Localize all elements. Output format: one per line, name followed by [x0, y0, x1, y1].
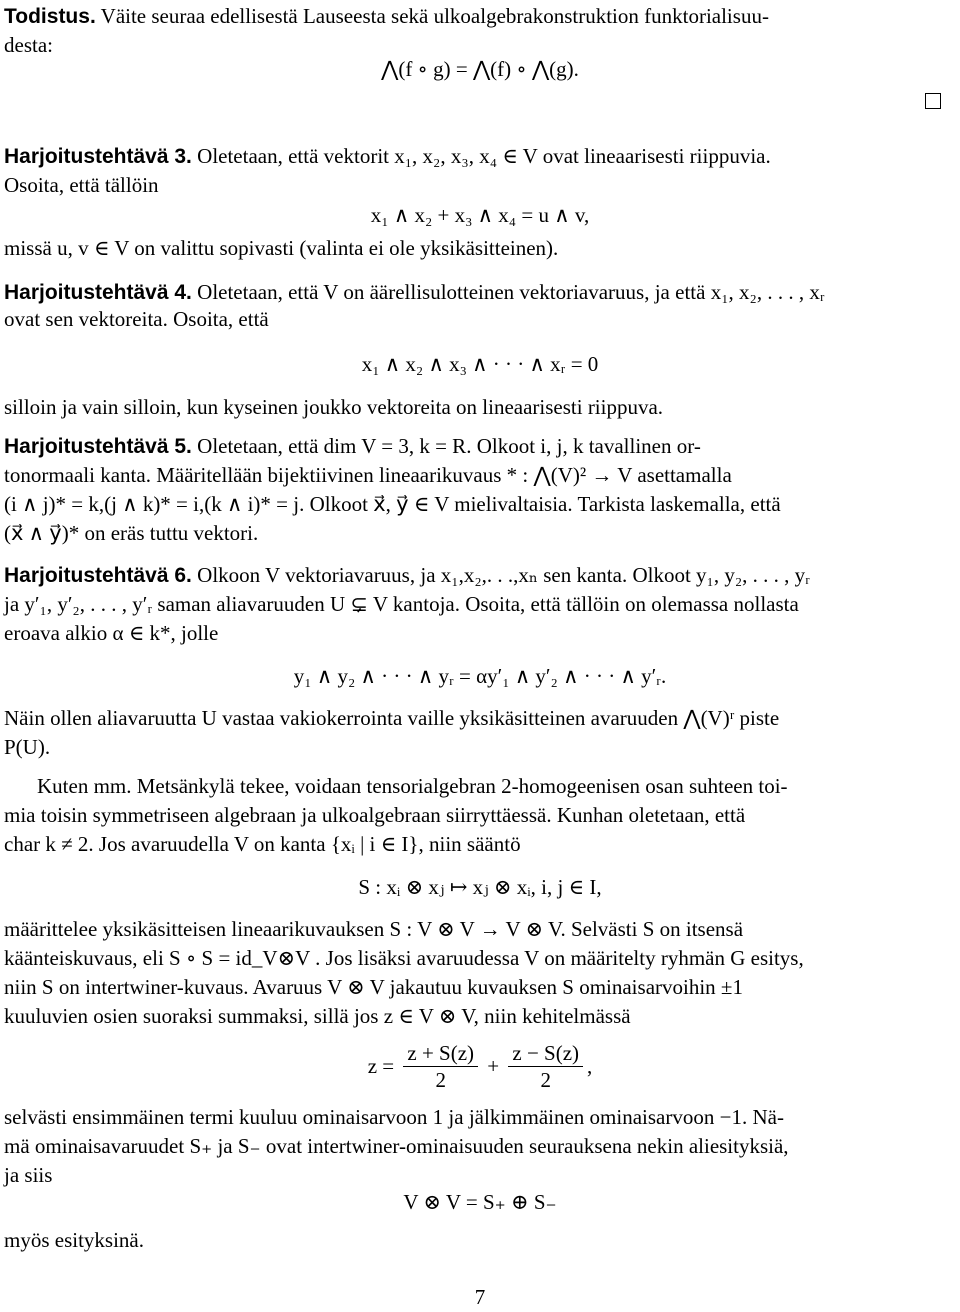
- exercise-3-line-1: [4, 142, 771, 171]
- exercise-5-line-1: [4, 432, 701, 461]
- remark-line-11: myös esityksinä.: [4, 1228, 144, 1252]
- remark-formula-3: V ⊗ V = S₊ ⊕ S₋: [403, 1190, 557, 1214]
- exercise-4-line-1: [4, 278, 825, 307]
- exercise-4-text-1: Oletetaan, että V on äärellisulotteinen vektoriavaruus, ja että x₁, x₂, . . . , xᵣ: [197, 280, 825, 304]
- page-number: 7: [474, 1285, 486, 1309]
- remark-formula-1: S : xᵢ ⊗ xⱼ ↦ xⱼ ⊗ xᵢ, i, j ∈ I,: [358, 875, 602, 899]
- exercise-4-line-2: ovat sen vektoreita. Osoita, että: [4, 307, 269, 331]
- exercise-4-line-3: silloin ja vain silloin, kun kyseinen joukko vektoreita on lineaarisesti riippuva.: [4, 395, 664, 419]
- remark-line-9: mä ominaisavaruudet S₊ ja S₋ ovat intertwiner-ominaisuuden seurauksena nekin aliesityksiä,: [4, 1134, 789, 1158]
- exercise-5-label: Harjoitustehtävä 5.: [4, 435, 192, 458]
- proof-line-2: desta:: [4, 33, 53, 57]
- fraction-1-numerator: z + S(z): [403, 1040, 478, 1067]
- remark-line-3: char k ≠ 2. Jos avaruudella V on kanta {xᵢ | i ∈ I}, niin sääntö: [4, 832, 521, 856]
- exercise-5-text-1: Oletetaan, että dim V = 3, k = R. Olkoot i, j, k tavallinen or-: [197, 434, 701, 458]
- exercise-5-line-2: tonormaali kanta. Määritellään bijektiivinen lineaarikuvaus * : ⋀(V)² → V asettamalla: [4, 463, 732, 487]
- exercise-6-line-5: P(U).: [4, 735, 51, 759]
- exercise-6-line-3: eroava alkio α ∈ k*, jolle: [4, 621, 219, 645]
- formula-2-comma: ,: [587, 1054, 593, 1078]
- exercise-4-formula: x₁ ∧ x₂ ∧ x₃ ∧ · · · ∧ xᵣ = 0: [361, 352, 599, 376]
- fraction-2-numerator: z − S(z): [508, 1040, 583, 1067]
- exercise-3-line-2: Osoita, että tällöin: [4, 173, 159, 197]
- remark-line-10: ja siis: [4, 1163, 53, 1187]
- exercise-6-label: Harjoitustehtävä 6.: [4, 564, 192, 587]
- exercise-5-line-4: (x⃗ ∧ y⃗)* on eräs tuttu vektori.: [4, 521, 259, 545]
- exercise-6-line-4: Näin ollen aliavaruutta U vastaa vakiokerrointa vaille yksikäsitteinen avaruuden ⋀(V)ʳ piste: [4, 706, 780, 730]
- remark-line-1: Kuten mm. Metsänkylä tekee, voidaan tensorialgebran 2-homogeenisen osan suhteen toi-: [37, 774, 788, 798]
- proof-formula: ⋀(f ∘ g) = ⋀(f) ∘ ⋀(g).: [381, 57, 579, 81]
- qed-box-icon: [925, 93, 941, 109]
- proof-label: Todistus.: [4, 5, 96, 28]
- exercise-6-line-2: ja y′₁, y′₂, . . . , y′ᵣ saman aliavaruuden U ⊊ V kantoja. Osoita, että tällöin on olemassa nollasta: [4, 592, 799, 616]
- exercise-5-line-3: (i ∧ j)* = k,(j ∧ k)* = i,(k ∧ i)* = j. Olkoot x⃗, y⃗ ∈ V mielivaltaisia. Tarkista laskemalla, että: [4, 492, 781, 516]
- remark-line-4: määrittelee yksikäsitteisen lineaarikuvauksen S : V ⊗ V → V ⊗ V. Selvästi S on itsensä: [4, 917, 744, 941]
- exercise-4-label: Harjoitustehtävä 4.: [4, 281, 192, 304]
- exercise-6-line-1: [4, 561, 810, 590]
- fraction-1: [403, 1040, 478, 1093]
- exercise-3-label: Harjoitustehtävä 3.: [4, 145, 192, 168]
- remark-line-7: kuuluvien osien suoraksi summaksi, sillä jos z ∈ V ⊗ V, niin kehitelmässä: [4, 1004, 631, 1028]
- remark-line-8: selvästi ensimmäinen termi kuuluu ominaisarvoon 1 ja jälkimmäinen ominaisarvoon −1. Nä-: [4, 1105, 784, 1129]
- exercise-3-text-1: Oletetaan, että vektorit x₁, x₂, x₃, x₄ ∈ V ovat lineaarisesti riippuvia.: [197, 144, 771, 168]
- exercise-6-formula: y₁ ∧ y₂ ∧ · · · ∧ yᵣ = αy′₁ ∧ y′₂ ∧ · · · ∧ y′ᵣ.: [293, 664, 667, 688]
- exercise-3-line-3: missä u, v ∈ V on valittu sopivasti (valinta ei ole yksikäsitteinen).: [4, 236, 559, 260]
- fraction-1-denominator: 2: [435, 1068, 446, 1092]
- fraction-2-denominator: 2: [540, 1068, 551, 1092]
- proof-text-1: Väite seuraa edellisestä Lauseesta sekä ulkoalgebrakonstruktion funktorialisuu-: [100, 4, 769, 28]
- remark-formula-2: [0, 1040, 960, 1093]
- remark-line-2: mia toisin symmetriseen algebraan ja ulkoalgebraan siirryttäessä. Kunhan oletetaan, että: [4, 803, 746, 827]
- remark-line-5: käänteiskuvaus, eli S ∘ S = id_V⊗V . Jos lisäksi avaruudessa V on määritelty ryhmän G esitys,: [4, 946, 804, 970]
- fraction-2: [508, 1040, 583, 1093]
- formula-2-plus: +: [487, 1054, 500, 1078]
- remark-line-6: niin S on intertwiner-kuvaus. Avaruus V ⊗ V jakautuu kuvauksen S ominaisarvoihin ±1: [4, 975, 743, 999]
- exercise-6-text-1: Olkoon V vektoriavaruus, ja x₁,x₂,. . .,xₙ sen kanta. Olkoot y₁, y₂, . . . , yᵣ: [197, 563, 811, 587]
- exercise-3-formula: x₁ ∧ x₂ + x₃ ∧ x₄ = u ∧ v,: [370, 203, 590, 227]
- proof-line-1: [4, 2, 769, 31]
- formula-2-lhs: z =: [367, 1054, 395, 1078]
